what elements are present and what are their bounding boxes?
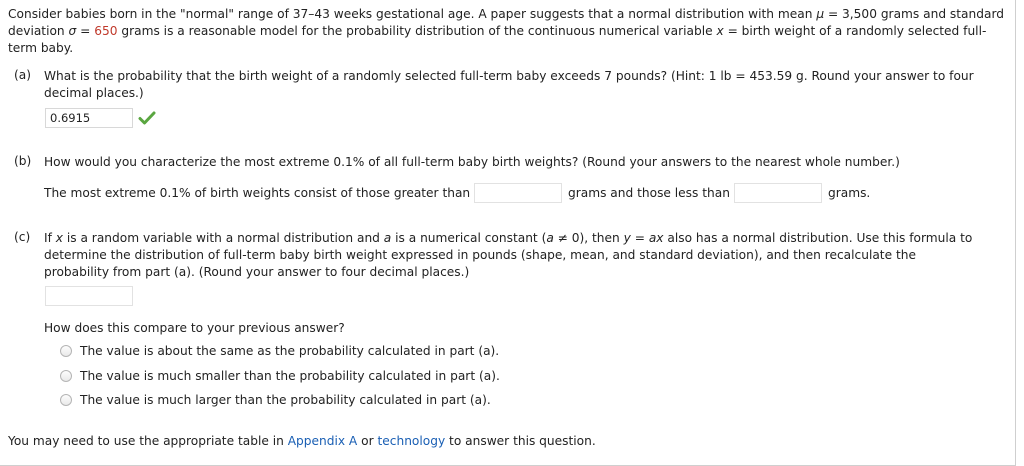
problem-intro: Consider babies born in the "normal" range of 37–43 weeks gestational age. A paper suggests that a normal distribution with mean μ = 3,500 grams and standard deviation σ = 650 grams is a reasonable model for the probability distribution of the continuous numerical variable x = birth weight of a randomly selected full-term baby. bbox=[8, 7, 1004, 55]
compare-question: How does this compare to your previous answer? bbox=[44, 321, 345, 335]
part-b-text-2: grams and those less than bbox=[568, 186, 730, 200]
technology-link[interactable]: technology bbox=[377, 434, 446, 448]
part-b-text-1: The most extreme 0.1% of birth weights consist of those greater than bbox=[44, 186, 471, 200]
part-a-question: What is the probability that the birth weight of a randomly selected full-term baby exceeds 7 pounds? (Hint: 1 lb = 453.59 g. Round your answer to four decimal places.) bbox=[44, 69, 974, 100]
sigma-value: 650 bbox=[94, 24, 118, 38]
part-b-text-3: grams. bbox=[828, 186, 871, 200]
footer-note: You may need to use the appropriate table in Appendix A or technology to answer this question. bbox=[8, 434, 596, 448]
check-icon bbox=[138, 111, 156, 125]
part-c-question: If x is a random variable with a normal distribution and a is a numerical constant (a ≠ 0), then y = ax also has a normal distribution. Use this formula to determine the distribution of full-term baby birth weight expressed in pounds (shape, mean, and standard deviation), and then recalculate the probability from part (a). (Round your answer to four decimal places.) bbox=[44, 231, 973, 279]
part-a-answer-input[interactable]: 0.6915 bbox=[45, 108, 133, 128]
radio-icon[interactable] bbox=[60, 370, 72, 382]
part-b-greater-input[interactable] bbox=[474, 183, 562, 203]
part-a-label: (a) bbox=[14, 68, 31, 82]
part-c-label: (c) bbox=[14, 230, 31, 244]
appendix-a-link[interactable]: Appendix A bbox=[287, 434, 358, 448]
part-b-less-input[interactable] bbox=[734, 183, 822, 203]
question-frame: Consider babies born in the "normal" range of 37–43 weeks gestational age. A paper suggests that a normal distribution with mean μ = 3,500 grams and standard deviation σ = 650 grams is a reasonable model for the probability distribution of the continuous numerical variable x = birth weight of a randomly selected full-term baby. (a) What is the probability that the birth weight of a randomly selected full-term baby exceeds 7 pounds? (Hint: 1 lb = 453.59 g. Round your answer to four decimal places.) 0.6915 (b) How would you characterize the most extreme 0.1% of all full-term baby birth weights? (Round your answers to the nearest whole number.) The most extreme 0.1% of birth weights consist of those greater than grams and those less than grams. (c) If x is a random variable with a normal distribution and a is a numerical constant (a ≠ 0), then y = ax also has a normal distribution. Use this formula to determine the distribution of full-term baby birth weight expressed in pounds (shape, mean, and standard deviation), and then recalculate the probability from part (a). (Round your answer to four decimal places.) How does this compare to your previous answer? The value is about the same as the probability calculated in part (a). The value is much smaller than the probability calculated in part (a). The value is much larger than the probability calculated in part (a). You may need to use the appropriate table in Appendix A or technology to answer this question. bbox=[0, 0, 1016, 466]
radio-icon[interactable] bbox=[60, 345, 72, 357]
radio-icon[interactable] bbox=[60, 394, 72, 406]
part-c-answer-input[interactable] bbox=[45, 286, 133, 306]
part-b-question: How would you characterize the most extreme 0.1% of all full-term baby birth weights? (Round your answers to the nearest whole number.) bbox=[44, 155, 900, 169]
part-b-label: (b) bbox=[14, 154, 32, 168]
